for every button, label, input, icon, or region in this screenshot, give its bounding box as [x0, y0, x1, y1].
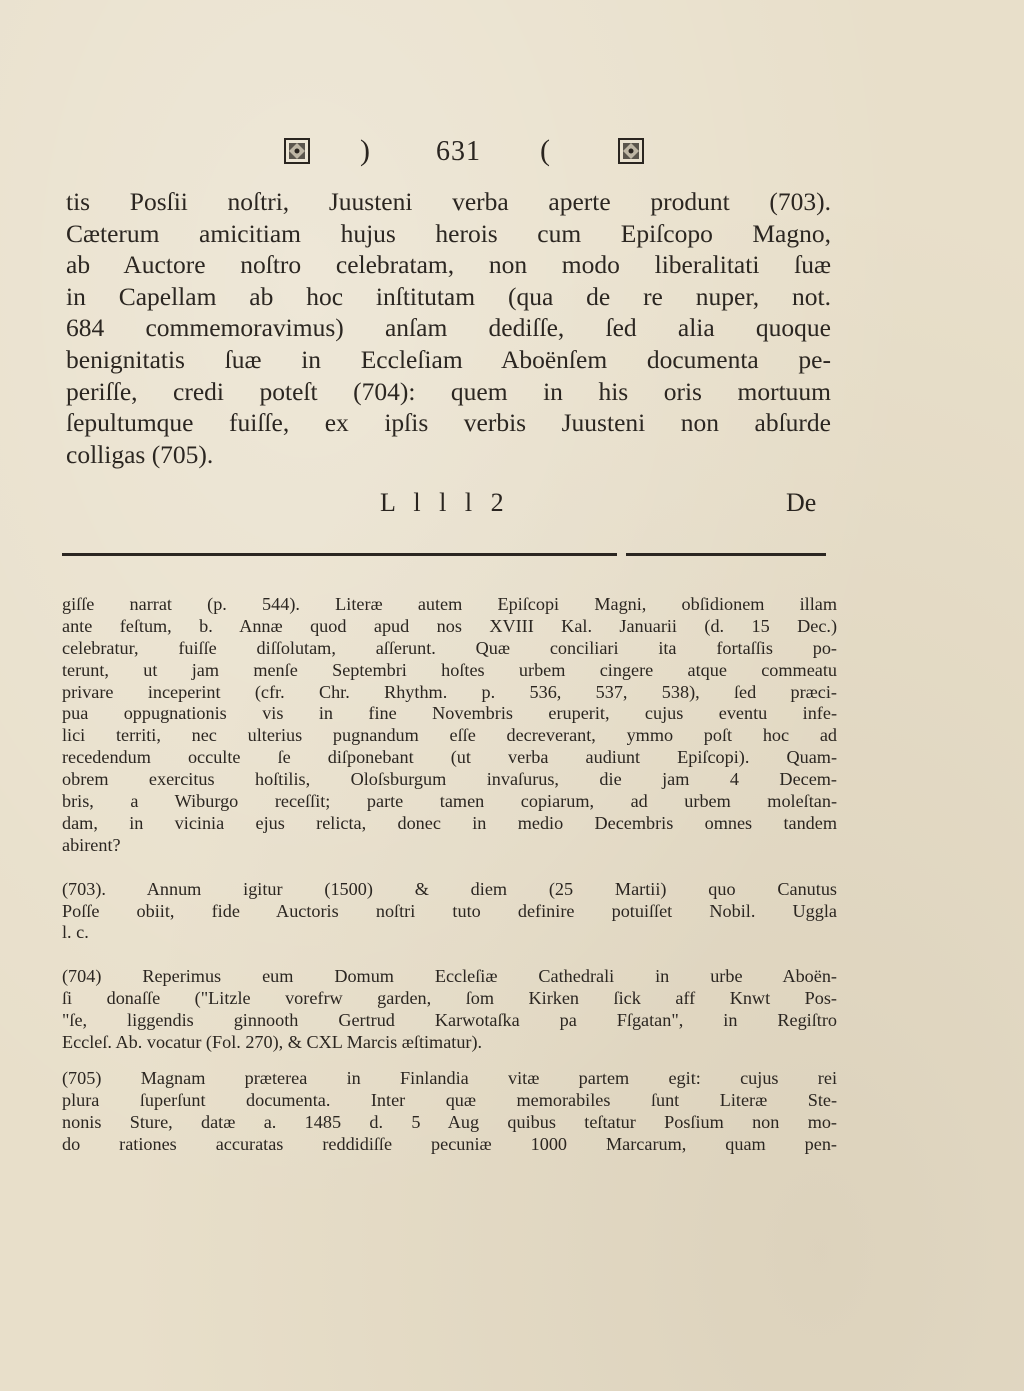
footnote-rule: [62, 553, 617, 556]
footnote-line: nonis Sture, datæ a. 1485 d. 5 Aug quibus teſtatur Posſium non mo-: [62, 1111, 837, 1132]
header-paren-left: ): [360, 134, 370, 167]
main-text-line: periſſe, credi poteſt (704): quem in his oris mortuum: [66, 376, 831, 406]
footnote-line: pua oppugnationis vis in fine Novembris eruperit, cujus eventu infe-: [62, 703, 837, 724]
catchword: De: [786, 488, 817, 517]
main-text-line: Cæterum amicitiam hujus herois cum Epiſcopo Magno,: [66, 218, 831, 248]
footnote-line: recedendum occulte ſe diſponebant (ut verba audiunt Epiſcopi). Quam-: [62, 747, 837, 768]
footnote-line: Poſſe obiit, fide Auctoris noſtri tuto definire potuiſſet Nobil. Uggla: [62, 900, 837, 921]
ornament-left-icon: [284, 138, 310, 164]
footnote-line: lici territi, nec ulterius pugnandum eſſe decreverant, ymmo poſt hoc ad: [62, 725, 837, 746]
header-paren-right: (: [540, 134, 550, 167]
main-text-line: 684 commemoravimus) anſam dediſſe, ſed alia quoque: [66, 313, 831, 343]
footnote-line: (704) Reperimus eum Domum Eccleſiæ Cathedrali in urbe Aboën-: [62, 966, 837, 987]
footnote-gap: [62, 857, 837, 879]
footnote-gap: [62, 944, 837, 966]
footnote-rule: [626, 553, 826, 556]
footnote-line: (703). Annum igitur (1500) & diem (25 Martii) quo Canutus: [62, 878, 837, 899]
footnote-line: dam, in vicinia ejus relicta, donec in medio Decembris omnes tandem: [62, 812, 837, 833]
main-text: [66, 186, 831, 470]
main-text-line: ſepultumque fuiſſe, ex ipſis verbis Juusteni non abſurde: [66, 408, 831, 438]
footnote-line: terunt, ut jam menſe Septembri hoſtes urbem cingere atque commeatu: [62, 659, 837, 680]
footnote-line: ante feſtum, b. Annæ quod apud nos XVIII Kal. Januarii (d. 15 Dec.): [62, 615, 837, 636]
footnote-line: Eccleſ. Ab. vocatur (Fol. 270), & CXL Marcis æſtimatur).: [62, 1032, 483, 1053]
footnote-line: plura ſuperſunt documenta. Inter quæ memorabiles ſunt Literæ Ste-: [62, 1089, 837, 1110]
main-text-line: colligas (705).: [66, 439, 214, 469]
main-text-line: benignitatis ſuæ in Eccleſiam Aboënſem documenta pe-: [66, 344, 831, 374]
main-text-line: in Capellam ab hoc inſtitutam (qua de re nuper, not.: [66, 281, 831, 311]
footnote-line: do rationes accuratas reddidiſſe pecuniæ 1000 Marcarum, quam pen-: [62, 1133, 837, 1154]
ornament-right-icon: [618, 138, 644, 164]
page-header: [278, 132, 658, 172]
footnote-line: privare inceperint (cfr. Chr. Rhythm. p. 536, 537, 538), ſed præci-: [62, 681, 837, 702]
main-text-line: ab Auctore noſtro celebratam, non modo liberalitati ſuæ: [66, 250, 831, 280]
footnote-line: "ſe, liggendis ginnooth Gertrud Karwotaſka pa Fſgatan", in Regiſtro: [62, 1010, 837, 1031]
signature-mark: L l l l 2: [380, 488, 510, 517]
page-number: 631: [436, 136, 481, 167]
footnote-line: giſſe narrat (p. 544). Literæ autem Epiſcopi Magni, obſidionem illam: [62, 594, 837, 614]
footnotes: [62, 594, 837, 1155]
footnote-line: abirent?: [62, 834, 121, 855]
main-text-line: tis Posſii noſtri, Juusteni verba aperte produnt (703).: [66, 187, 831, 216]
footnote-line: l. c.: [62, 922, 89, 943]
footnote-gap: [62, 1054, 837, 1068]
footnote-line: bris, a Wiburgo receſſit; parte tamen copiarum, ad urbem moleſtan-: [62, 791, 837, 812]
footnote-line: (705) Magnam præterea in Finlandia vitæ partem egit: cujus rei: [62, 1067, 837, 1088]
footnote-line: obrem exercitus hoſtilis, Oloſsburgum invaſurus, die jam 4 Decem-: [62, 769, 837, 790]
footnote-line: celebratur, fuiſſe diſſolutam, aſſerunt. Quæ conciliari ita fortaſſis po-: [62, 637, 837, 658]
footnote-line: ſi donaſſe ("Litzle vorefrw garden, ſom Kirken ſick aff Knwt Pos-: [62, 988, 837, 1009]
